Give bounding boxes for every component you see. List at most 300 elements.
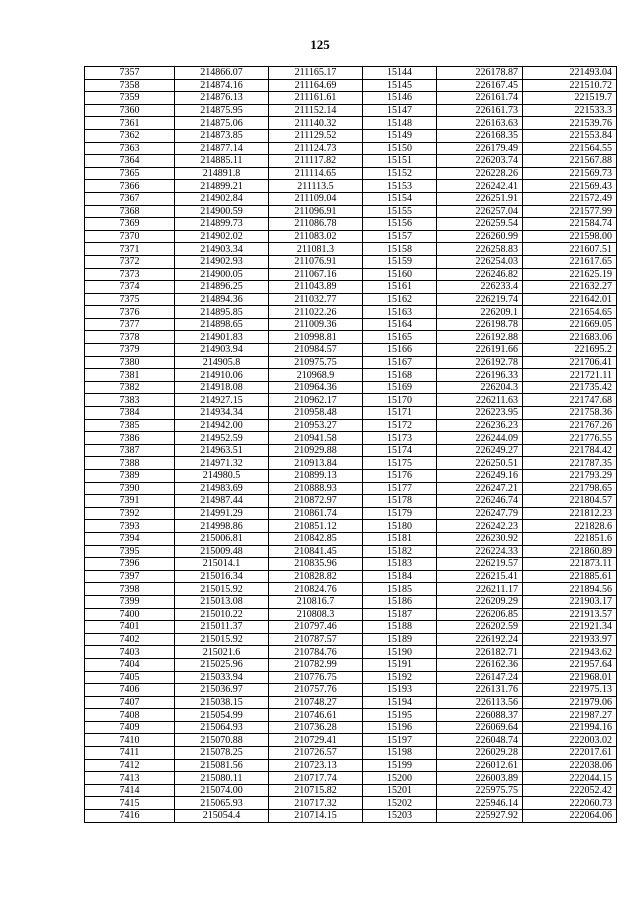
- cell-coord-x-b: 226012.61: [437, 759, 523, 772]
- cell-point-number-b: 15183: [363, 558, 437, 571]
- cell-coord-x-b: 226242.41: [437, 180, 523, 193]
- cell-coord-y-a: 210964.36: [269, 381, 363, 394]
- cell-coord-x-b: 226029.28: [437, 747, 523, 760]
- cell-point-number-a: 7394: [85, 532, 175, 545]
- cell-coord-y-b: 221851.6: [523, 532, 617, 545]
- cell-point-number-a: 7362: [85, 129, 175, 142]
- cell-coord-x-a: 214903.94: [175, 344, 269, 357]
- cell-coord-x-b: 226178.87: [437, 67, 523, 80]
- cell-coord-x-a: 215021.6: [175, 646, 269, 659]
- cell-point-number-b: 15199: [363, 759, 437, 772]
- cell-coord-x-a: 214875.06: [175, 117, 269, 130]
- cell-coord-y-b: 221812.23: [523, 507, 617, 520]
- cell-coord-x-b: 226161.74: [437, 92, 523, 105]
- coordinates-table: [84, 66, 617, 823]
- cell-coord-x-b: 226206.85: [437, 608, 523, 621]
- cell-point-number-a: 7416: [85, 810, 175, 823]
- cell-point-number-a: 7369: [85, 218, 175, 231]
- cell-coord-x-b: 225927.92: [437, 810, 523, 823]
- cell-coord-y-b: 221860.89: [523, 545, 617, 558]
- table-row: [85, 671, 617, 684]
- table-row: [85, 243, 617, 256]
- cell-coord-x-b: 226254.03: [437, 255, 523, 268]
- cell-coord-y-a: 211076.91: [269, 255, 363, 268]
- table-row: [85, 394, 617, 407]
- cell-coord-y-b: 221798.65: [523, 482, 617, 495]
- cell-point-number-b: 15193: [363, 684, 437, 697]
- cell-point-number-b: 15186: [363, 595, 437, 608]
- cell-coord-x-b: 226202.59: [437, 621, 523, 634]
- cell-coord-y-b: 221804.57: [523, 495, 617, 508]
- cell-coord-x-a: 214891.8: [175, 167, 269, 180]
- cell-coord-y-b: 221577.99: [523, 205, 617, 218]
- cell-point-number-a: 7404: [85, 658, 175, 671]
- cell-coord-x-b: 226211.17: [437, 583, 523, 596]
- cell-coord-y-b: 222060.73: [523, 797, 617, 810]
- cell-coord-x-b: 226233.4: [437, 281, 523, 294]
- cell-coord-y-b: 221533.3: [523, 104, 617, 117]
- cell-point-number-a: 7375: [85, 293, 175, 306]
- cell-coord-y-b: 221493.04: [523, 67, 617, 80]
- cell-point-number-b: 15201: [363, 784, 437, 797]
- table-row: [85, 747, 617, 760]
- cell-point-number-b: 15196: [363, 721, 437, 734]
- cell-point-number-a: 7391: [85, 495, 175, 508]
- cell-coord-y-a: 210975.75: [269, 356, 363, 369]
- cell-point-number-a: 7372: [85, 255, 175, 268]
- cell-point-number-b: 15146: [363, 92, 437, 105]
- table-row: [85, 205, 617, 218]
- cell-coord-x-b: 226192.24: [437, 633, 523, 646]
- table-row: [85, 381, 617, 394]
- cell-coord-x-b: 226247.79: [437, 507, 523, 520]
- table-row: [85, 180, 617, 193]
- cell-coord-x-a: 214902.93: [175, 255, 269, 268]
- cell-coord-y-a: 210714.15: [269, 810, 363, 823]
- cell-point-number-b: 15153: [363, 180, 437, 193]
- cell-coord-x-b: 226251.91: [437, 192, 523, 205]
- cell-point-number-a: 7383: [85, 394, 175, 407]
- cell-point-number-b: 15176: [363, 470, 437, 483]
- cell-point-number-b: 15151: [363, 155, 437, 168]
- cell-coord-x-b: 226260.99: [437, 230, 523, 243]
- cell-coord-x-a: 214980.5: [175, 470, 269, 483]
- cell-coord-x-a: 214894.36: [175, 293, 269, 306]
- cell-coord-y-b: 221735.42: [523, 381, 617, 394]
- cell-point-number-b: 15163: [363, 306, 437, 319]
- cell-point-number-a: 7415: [85, 797, 175, 810]
- table-row: [85, 721, 617, 734]
- cell-point-number-a: 7357: [85, 67, 175, 80]
- cell-point-number-a: 7361: [85, 117, 175, 130]
- cell-coord-y-b: 221654.65: [523, 306, 617, 319]
- table-row: [85, 155, 617, 168]
- table-row: [85, 142, 617, 155]
- table-row: [85, 772, 617, 785]
- table-row: [85, 192, 617, 205]
- cell-coord-x-b: 226236.23: [437, 419, 523, 432]
- cell-coord-y-a: 211161.61: [269, 92, 363, 105]
- table-row: [85, 281, 617, 294]
- table-row: [85, 470, 617, 483]
- cell-point-number-a: 7381: [85, 369, 175, 382]
- cell-coord-y-b: 221519.7: [523, 92, 617, 105]
- cell-coord-y-a: 211022.26: [269, 306, 363, 319]
- cell-point-number-b: 15203: [363, 810, 437, 823]
- cell-point-number-a: 7396: [85, 558, 175, 571]
- table-row: [85, 79, 617, 92]
- cell-coord-y-a: 211129.52: [269, 129, 363, 142]
- cell-coord-x-a: 214885.11: [175, 155, 269, 168]
- cell-coord-x-a: 214900.05: [175, 268, 269, 281]
- cell-coord-y-a: 210913.84: [269, 457, 363, 470]
- cell-point-number-a: 7409: [85, 721, 175, 734]
- cell-coord-x-b: 226258.83: [437, 243, 523, 256]
- cell-coord-x-b: 226209.29: [437, 595, 523, 608]
- cell-coord-x-a: 214875.95: [175, 104, 269, 117]
- cell-point-number-a: 7378: [85, 331, 175, 344]
- cell-coord-y-b: 221784.42: [523, 444, 617, 457]
- cell-coord-y-a: 210808.3: [269, 608, 363, 621]
- cell-coord-x-b: 226219.57: [437, 558, 523, 571]
- cell-coord-x-b: 226162.36: [437, 658, 523, 671]
- cell-coord-x-b: 226259.54: [437, 218, 523, 231]
- cell-point-number-b: 15158: [363, 243, 437, 256]
- cell-coord-x-a: 214900.59: [175, 205, 269, 218]
- cell-coord-y-a: 210797.46: [269, 621, 363, 634]
- table-row: [85, 444, 617, 457]
- cell-coord-y-b: 221968.01: [523, 671, 617, 684]
- cell-point-number-b: 15177: [363, 482, 437, 495]
- cell-coord-x-b: 226249.16: [437, 470, 523, 483]
- cell-coord-x-a: 215078.25: [175, 747, 269, 760]
- cell-coord-x-b: 226167.45: [437, 79, 523, 92]
- table-row: [85, 104, 617, 117]
- cell-point-number-b: 15162: [363, 293, 437, 306]
- cell-point-number-b: 15165: [363, 331, 437, 344]
- cell-point-number-a: 7399: [85, 595, 175, 608]
- cell-coord-y-b: 221828.6: [523, 520, 617, 533]
- cell-coord-y-b: 221567.88: [523, 155, 617, 168]
- cell-coord-x-a: 215006.81: [175, 532, 269, 545]
- cell-coord-x-a: 215013.08: [175, 595, 269, 608]
- cell-point-number-b: 15160: [363, 268, 437, 281]
- cell-point-number-a: 7401: [85, 621, 175, 634]
- cell-coord-y-b: 221572.49: [523, 192, 617, 205]
- cell-point-number-b: 15169: [363, 381, 437, 394]
- cell-point-number-a: 7377: [85, 318, 175, 331]
- cell-coord-y-a: 210748.27: [269, 696, 363, 709]
- cell-coord-y-a: 210824.76: [269, 583, 363, 596]
- table-row: [85, 684, 617, 697]
- cell-point-number-a: 7371: [85, 243, 175, 256]
- coordinates-table-body: [85, 67, 617, 823]
- table-row: [85, 595, 617, 608]
- cell-coord-x-b: 226224.33: [437, 545, 523, 558]
- cell-point-number-b: 15173: [363, 432, 437, 445]
- cell-coord-y-a: 210835.96: [269, 558, 363, 571]
- cell-point-number-a: 7379: [85, 344, 175, 357]
- cell-coord-y-b: 221683.06: [523, 331, 617, 344]
- cell-coord-y-b: 221943.62: [523, 646, 617, 659]
- cell-coord-x-a: 214918.08: [175, 381, 269, 394]
- cell-point-number-b: 15175: [363, 457, 437, 470]
- cell-point-number-a: 7405: [85, 671, 175, 684]
- cell-point-number-b: 15171: [363, 407, 437, 420]
- cell-coord-x-b: 226192.78: [437, 356, 523, 369]
- cell-point-number-a: 7360: [85, 104, 175, 117]
- table-row: [85, 356, 617, 369]
- cell-point-number-b: 15157: [363, 230, 437, 243]
- cell-coord-y-a: 211113.5: [269, 180, 363, 193]
- cell-coord-x-a: 214899.73: [175, 218, 269, 231]
- cell-coord-x-b: 226198.78: [437, 318, 523, 331]
- cell-coord-y-b: 221669.05: [523, 318, 617, 331]
- cell-coord-y-a: 210723.13: [269, 759, 363, 772]
- cell-coord-x-a: 214942.00: [175, 419, 269, 432]
- cell-coord-x-a: 215064.93: [175, 721, 269, 734]
- cell-point-number-b: 15191: [363, 658, 437, 671]
- cell-point-number-a: 7390: [85, 482, 175, 495]
- table-row: [85, 495, 617, 508]
- table-row: [85, 344, 617, 357]
- cell-coord-y-b: 221903.17: [523, 595, 617, 608]
- cell-coord-y-a: 210717.32: [269, 797, 363, 810]
- cell-coord-x-b: 225975.75: [437, 784, 523, 797]
- cell-coord-y-a: 210746.61: [269, 709, 363, 722]
- table-row: [85, 457, 617, 470]
- cell-coord-x-a: 215054.4: [175, 810, 269, 823]
- cell-coord-y-b: 221564.55: [523, 142, 617, 155]
- cell-point-number-a: 7374: [85, 281, 175, 294]
- cell-coord-x-b: 226161.73: [437, 104, 523, 117]
- cell-coord-x-a: 215036.97: [175, 684, 269, 697]
- table-row: [85, 407, 617, 420]
- cell-coord-x-b: 226147.24: [437, 671, 523, 684]
- cell-coord-x-b: 226003.89: [437, 772, 523, 785]
- cell-coord-y-a: 210736.28: [269, 721, 363, 734]
- cell-coord-x-b: 226088.37: [437, 709, 523, 722]
- cell-coord-y-b: 221510.72: [523, 79, 617, 92]
- cell-coord-y-b: 221625.19: [523, 268, 617, 281]
- cell-coord-y-a: 211164.69: [269, 79, 363, 92]
- cell-coord-y-a: 210726.57: [269, 747, 363, 760]
- cell-coord-y-b: 221695.2: [523, 344, 617, 357]
- cell-coord-y-a: 210787.57: [269, 633, 363, 646]
- table-row: [85, 92, 617, 105]
- cell-coord-y-a: 210962.17: [269, 394, 363, 407]
- cell-coord-x-a: 214876.13: [175, 92, 269, 105]
- cell-point-number-b: 15144: [363, 67, 437, 80]
- cell-coord-y-a: 211140.32: [269, 117, 363, 130]
- cell-point-number-a: 7385: [85, 419, 175, 432]
- cell-point-number-b: 15148: [363, 117, 437, 130]
- cell-coord-x-a: 215016.34: [175, 570, 269, 583]
- cell-coord-y-a: 210784.76: [269, 646, 363, 659]
- cell-coord-y-b: 221987.27: [523, 709, 617, 722]
- cell-coord-y-a: 210842.85: [269, 532, 363, 545]
- cell-coord-y-a: 211109.04: [269, 192, 363, 205]
- cell-coord-x-b: 226211.63: [437, 394, 523, 407]
- cell-coord-y-b: 221957.64: [523, 658, 617, 671]
- cell-coord-x-a: 214971.32: [175, 457, 269, 470]
- cell-point-number-b: 15197: [363, 734, 437, 747]
- cell-coord-y-a: 211081.3: [269, 243, 363, 256]
- cell-coord-x-b: 226192.88: [437, 331, 523, 344]
- cell-point-number-a: 7410: [85, 734, 175, 747]
- cell-coord-x-b: 226182.71: [437, 646, 523, 659]
- cell-point-number-b: 15154: [363, 192, 437, 205]
- cell-coord-y-a: 210861.74: [269, 507, 363, 520]
- cell-point-number-a: 7370: [85, 230, 175, 243]
- cell-point-number-b: 15155: [363, 205, 437, 218]
- table-row: [85, 608, 617, 621]
- cell-coord-y-b: 221767.26: [523, 419, 617, 432]
- cell-coord-x-b: 226203.74: [437, 155, 523, 168]
- cell-point-number-b: 15178: [363, 495, 437, 508]
- cell-point-number-a: 7407: [85, 696, 175, 709]
- cell-coord-y-a: 210998.81: [269, 331, 363, 344]
- cell-coord-y-b: 221569.43: [523, 180, 617, 193]
- cell-point-number-b: 15172: [363, 419, 437, 432]
- cell-coord-x-b: 226131.76: [437, 684, 523, 697]
- cell-coord-x-b: 226250.51: [437, 457, 523, 470]
- cell-point-number-a: 7411: [85, 747, 175, 760]
- cell-coord-y-b: 222003.02: [523, 734, 617, 747]
- cell-point-number-b: 15174: [363, 444, 437, 457]
- cell-coord-x-a: 214874.16: [175, 79, 269, 92]
- table-row: [85, 532, 617, 545]
- cell-point-number-a: 7358: [85, 79, 175, 92]
- cell-point-number-b: 15149: [363, 129, 437, 142]
- cell-coord-x-a: 215015.92: [175, 583, 269, 596]
- cell-point-number-a: 7389: [85, 470, 175, 483]
- cell-coord-y-b: 221787.35: [523, 457, 617, 470]
- cell-point-number-a: 7384: [85, 407, 175, 420]
- table-row: [85, 129, 617, 142]
- cell-point-number-a: 7408: [85, 709, 175, 722]
- cell-coord-y-a: 210828.82: [269, 570, 363, 583]
- cell-coord-x-b: 226196.33: [437, 369, 523, 382]
- cell-coord-x-b: 226168.35: [437, 129, 523, 142]
- cell-coord-x-b: 226246.74: [437, 495, 523, 508]
- cell-point-number-b: 15179: [363, 507, 437, 520]
- cell-point-number-a: 7414: [85, 784, 175, 797]
- cell-coord-y-a: 211096.91: [269, 205, 363, 218]
- cell-coord-x-b: 226244.09: [437, 432, 523, 445]
- cell-coord-x-a: 214991.29: [175, 507, 269, 520]
- cell-coord-y-b: 221885.61: [523, 570, 617, 583]
- cell-coord-x-b: 226209.1: [437, 306, 523, 319]
- cell-point-number-a: 7364: [85, 155, 175, 168]
- cell-point-number-b: 15180: [363, 520, 437, 533]
- table-row: [85, 306, 617, 319]
- cell-point-number-b: 15187: [363, 608, 437, 621]
- cell-point-number-b: 15185: [363, 583, 437, 596]
- cell-point-number-a: 7387: [85, 444, 175, 457]
- cell-point-number-b: 15182: [363, 545, 437, 558]
- cell-point-number-b: 15145: [363, 79, 437, 92]
- cell-coord-y-a: 211043.89: [269, 281, 363, 294]
- cell-coord-y-b: 221553.84: [523, 129, 617, 142]
- table-row: [85, 696, 617, 709]
- cell-coord-y-a: 210851.12: [269, 520, 363, 533]
- cell-coord-x-a: 214983.69: [175, 482, 269, 495]
- cell-coord-y-a: 210717.74: [269, 772, 363, 785]
- cell-coord-x-a: 215038.15: [175, 696, 269, 709]
- cell-point-number-a: 7359: [85, 92, 175, 105]
- table-row: [85, 784, 617, 797]
- cell-point-number-a: 7367: [85, 192, 175, 205]
- cell-point-number-a: 7382: [85, 381, 175, 394]
- table-row: [85, 482, 617, 495]
- cell-coord-x-a: 215014.1: [175, 558, 269, 571]
- cell-coord-x-b: 226179.49: [437, 142, 523, 155]
- cell-point-number-b: 15189: [363, 633, 437, 646]
- table-row: [85, 255, 617, 268]
- cell-point-number-b: 15194: [363, 696, 437, 709]
- page-number: 125: [310, 37, 330, 52]
- table-row: [85, 520, 617, 533]
- cell-coord-y-b: 221584.74: [523, 218, 617, 231]
- cell-coord-x-a: 214898.65: [175, 318, 269, 331]
- cell-point-number-b: 15161: [363, 281, 437, 294]
- table-row: [85, 369, 617, 382]
- cell-coord-x-a: 215081.56: [175, 759, 269, 772]
- cell-coord-y-b: 222044.15: [523, 772, 617, 785]
- cell-coord-y-b: 221994.16: [523, 721, 617, 734]
- table-row: [85, 646, 617, 659]
- cell-coord-y-a: 210782.99: [269, 658, 363, 671]
- cell-coord-y-a: 210841.45: [269, 545, 363, 558]
- cell-coord-y-a: 210816.7: [269, 595, 363, 608]
- cell-point-number-a: 7398: [85, 583, 175, 596]
- cell-coord-x-a: 214998.86: [175, 520, 269, 533]
- cell-coord-x-a: 214901.83: [175, 331, 269, 344]
- cell-coord-y-a: 210958.48: [269, 407, 363, 420]
- table-row: [85, 67, 617, 80]
- cell-point-number-a: 7393: [85, 520, 175, 533]
- table-row: [85, 759, 617, 772]
- cell-coord-y-b: 221975.13: [523, 684, 617, 697]
- cell-point-number-a: 7413: [85, 772, 175, 785]
- cell-coord-y-a: 210776.75: [269, 671, 363, 684]
- cell-coord-y-b: 221569.73: [523, 167, 617, 180]
- cell-point-number-b: 15192: [363, 671, 437, 684]
- cell-coord-x-a: 214927.15: [175, 394, 269, 407]
- cell-coord-y-a: 210899.13: [269, 470, 363, 483]
- cell-coord-y-a: 210968.9: [269, 369, 363, 382]
- cell-coord-y-b: 221758.36: [523, 407, 617, 420]
- cell-coord-x-a: 214902.02: [175, 230, 269, 243]
- cell-coord-y-b: 222052.42: [523, 784, 617, 797]
- table-row: [85, 621, 617, 634]
- cell-coord-x-a: 214963.51: [175, 444, 269, 457]
- cell-point-number-a: 7412: [85, 759, 175, 772]
- table-row: [85, 318, 617, 331]
- cell-point-number-b: 15181: [363, 532, 437, 545]
- cell-coord-x-a: 214903.34: [175, 243, 269, 256]
- cell-coord-x-a: 214877.14: [175, 142, 269, 155]
- cell-point-number-a: 7366: [85, 180, 175, 193]
- cell-coord-y-a: 210929.88: [269, 444, 363, 457]
- cell-coord-x-a: 215074.00: [175, 784, 269, 797]
- cell-coord-x-b: 226191.66: [437, 344, 523, 357]
- cell-point-number-b: 15170: [363, 394, 437, 407]
- cell-coord-x-a: 215054.99: [175, 709, 269, 722]
- cell-coord-x-a: 215015.92: [175, 633, 269, 646]
- table-row: [85, 218, 617, 231]
